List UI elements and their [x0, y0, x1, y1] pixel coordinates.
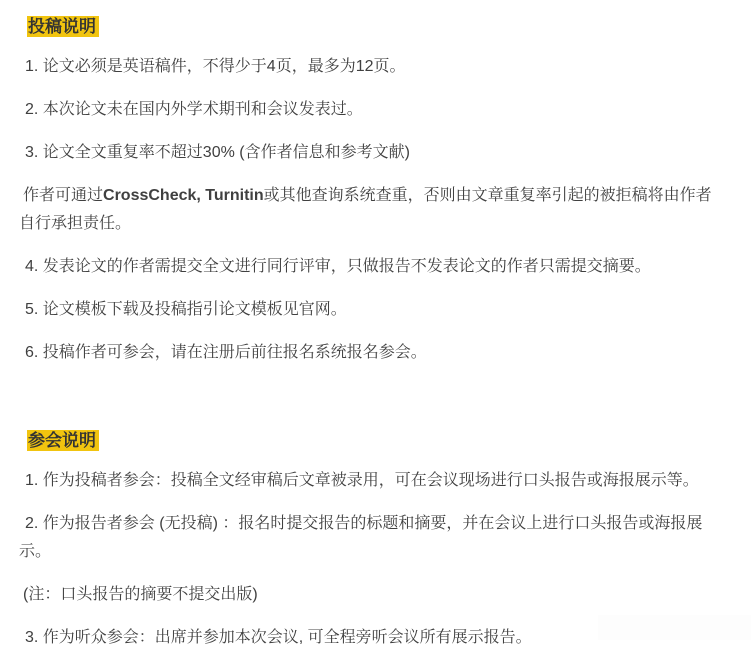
submission-item-5: 5. 论文模板下载及投稿指引论文模板见官网。 — [25, 301, 347, 318]
submission-section-heading — [27, 17, 724, 37]
submission-heading-highlight: 投稿说明 — [27, 16, 99, 37]
submission-item-6: 6. 投稿作者可参会，请在注册后前往报名系统报名参会。 — [25, 344, 427, 361]
attendance-note: (注：口头报告的摘要不提交出版) — [23, 586, 258, 603]
plagiarism-tools-bold: CrossCheck, Turnitin — [103, 187, 264, 204]
submission-item-3: 3. 论文全文重复率不超过30% (含作者信息和参考文献) — [25, 144, 410, 161]
attendance-item-1: 1. 作为投稿者参会：投稿全文经审稿后文章被录用，可在会议现场进行口头报告或海报展示等。 — [25, 472, 699, 489]
attendance-section-heading — [27, 431, 724, 451]
plagiarism-notice-prefix: 作者可通过 — [23, 187, 104, 204]
attendance-heading-highlight: 参会说明 — [27, 430, 99, 451]
submission-item-2: 2. 本次论文未在国内外学术期刊和会议发表过。 — [25, 101, 363, 118]
faint-overlay-artifact — [598, 615, 751, 640]
plagiarism-notice-suffix: 或其他查询系统查重，否则由文章重复率引起的被拒稿将由作者自行承担责任。 — [19, 187, 712, 232]
plagiarism-notice-paragraph — [19, 182, 724, 238]
submission-item-1: 1. 论文必须是英语稿件，不得少于4页，最多为12页。 — [25, 58, 406, 75]
attendance-item-2: 2. 作为报告者参会 (无投稿) ：报名时提交报告的标题和摘要，并在会议上进行口头报告或海报展示。 — [19, 515, 703, 560]
submission-item-4: 4. 发表论文的作者需提交全文进行同行评审，只做报告不发表论文的作者只需提交摘要。 — [25, 258, 651, 275]
attendance-item-3: 3. 作为听众参会：出席并参加本次会议, 可全程旁听会议所有展示报告。 — [25, 629, 532, 646]
